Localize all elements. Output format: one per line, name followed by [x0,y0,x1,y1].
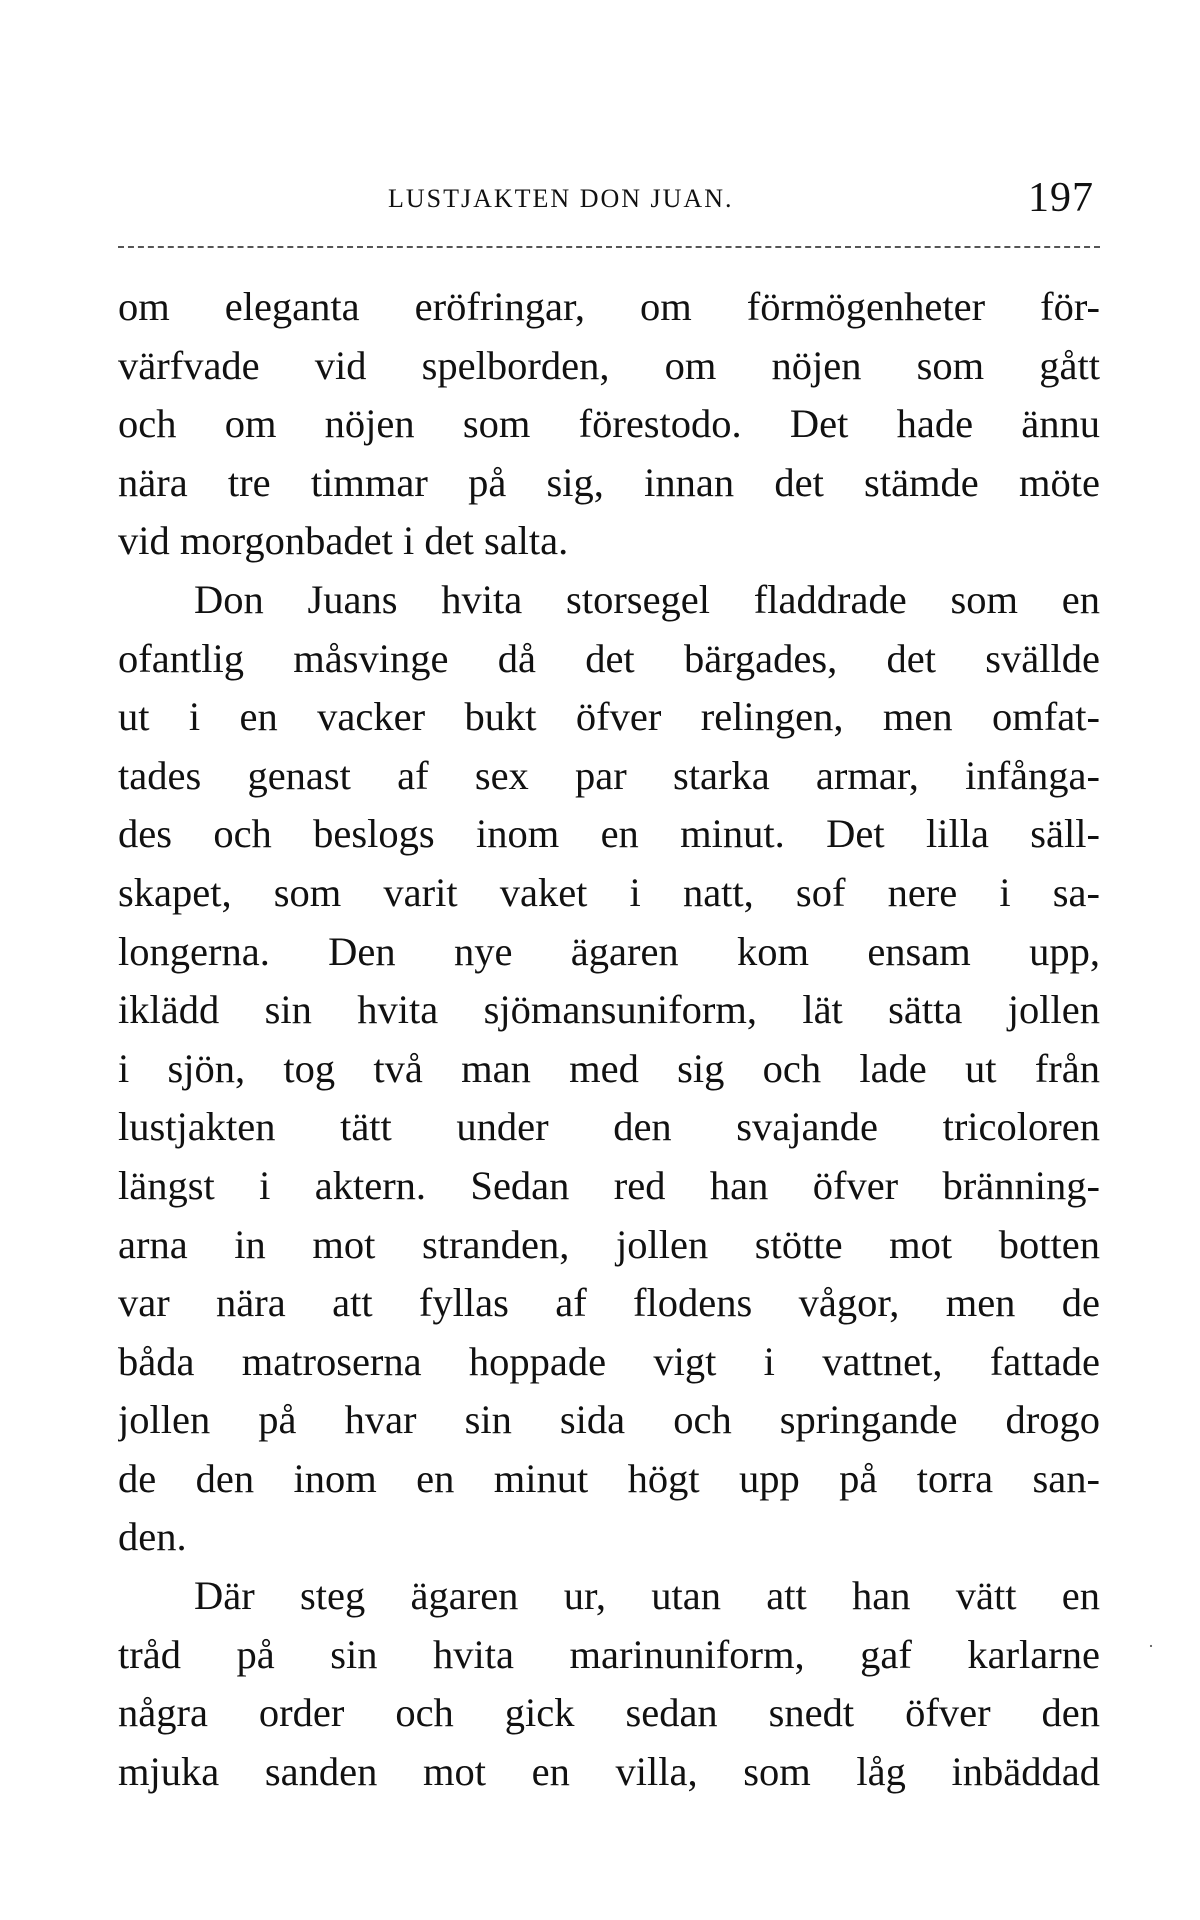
text-line: Där steg ägaren ur, utan att han vätt en [194,1573,1100,1619]
margin-mark: · [1148,1636,1154,1656]
text-line: värfvade vid spelborden, om nöjen som gått [118,342,1100,388]
text-line: iklädd sin hvita sjömansuniform, lät sätta jollen [118,987,1100,1033]
text-line: ut i en vacker bukt öfver relingen, men omfat- [118,694,1100,740]
text-line: lustjakten tätt under den svajande tricoloren [118,1104,1100,1150]
text-line: ofantlig måsvinge då det bärgades, det svällde [118,635,1100,681]
running-title: LUSTJAKTEN DON JUAN. [388,184,734,213]
text-line: vid morgonbadet i det salta. [118,518,569,564]
header-rule [118,246,1100,248]
text-line: var nära att fyllas af flodens vågor, men de [118,1280,1100,1326]
text-line: de den inom en minut högt upp på torra san- [118,1455,1100,1501]
text-line: des och beslogs inom en minut. Det lilla säll- [118,811,1100,857]
text-line: arna in mot stranden, jollen stötte mot botten [118,1221,1100,1267]
text-line: Don Juans hvita storsegel fladdrade som en [194,576,1100,622]
text-line: tråd på sin hvita marinuniform, gaf karlarne [118,1631,1100,1677]
text-line: skapet, som varit vaket i natt, sof nere i sa- [118,869,1100,915]
text-line: båda matroserna hoppade vigt i vattnet, fattade [118,1338,1100,1384]
body-text [118,278,1100,1801]
text-line: den. [118,1514,187,1560]
text-line: longerna. Den nye ägaren kom ensam upp, [118,928,1100,974]
page-header [118,175,1100,230]
text-line: i sjön, tog två man med sig och lade ut från [118,1045,1100,1091]
text-line: några order och gick sedan snedt öfver den [118,1690,1100,1736]
text-line: och om nöjen som förestodo. Det hade ännu [118,401,1100,447]
text-line: längst i aktern. Sedan red han öfver bränning- [118,1162,1100,1208]
text-line: jollen på hvar sin sida och springande drogo [118,1397,1100,1443]
page-number: 197 [1028,175,1094,221]
text-line: mjuka sanden mot en villa, som låg inbäddad [118,1748,1100,1794]
text-line: nära tre timmar på sig, innan det stämde möte [118,459,1100,505]
text-line: om eleganta eröfringar, om förmögenheter för- [118,284,1100,329]
text-line: tades genast af sex par starka armar, infånga- [118,752,1100,798]
